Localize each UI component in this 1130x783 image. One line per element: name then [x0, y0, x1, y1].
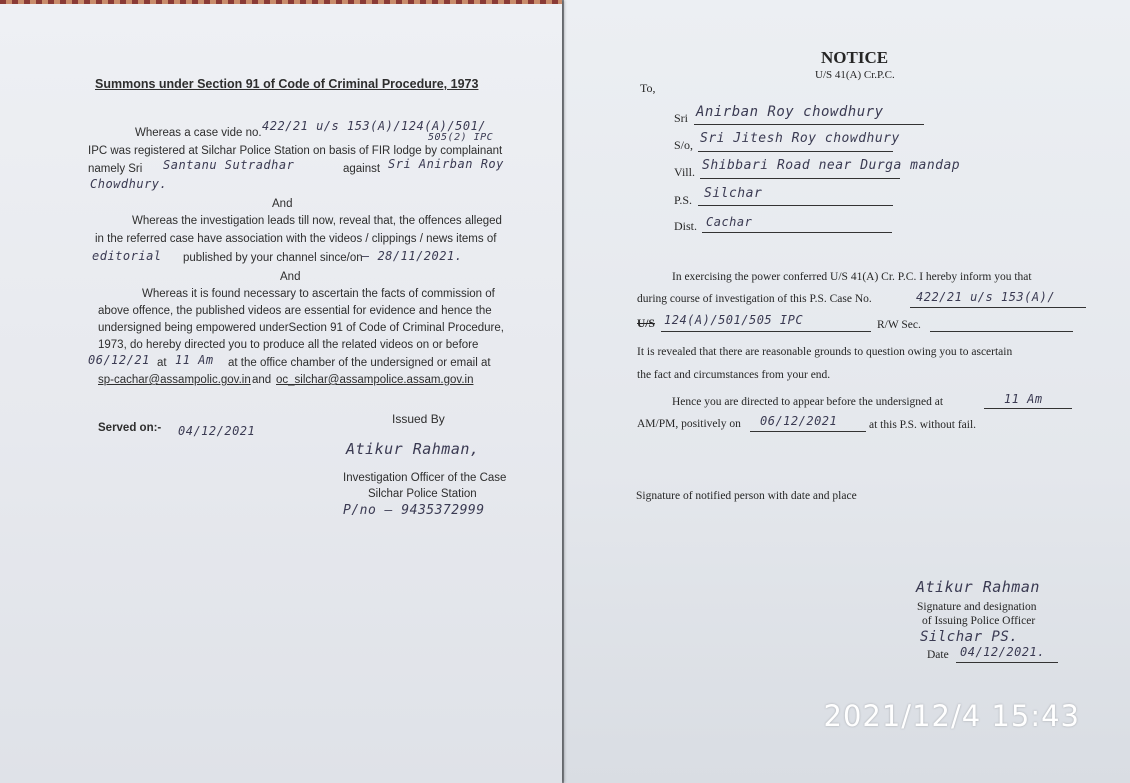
summons-and: And [280, 271, 301, 283]
vill-label: Vill. [674, 165, 695, 179]
officer-signature-handwritten: Atikur Rahman [916, 578, 1040, 596]
case-number-handwritten: 505(2) IPC [428, 132, 494, 143]
signature-notified-label: Signature of notified person with date and place [636, 490, 857, 502]
date-label: Date [927, 649, 949, 661]
summons-text: published by your channel since/on [183, 252, 363, 264]
date-handwritten: 04/12/2021. [960, 645, 1045, 659]
notice-title: NOTICE [821, 48, 889, 67]
before-date-handwritten: 06/12/21 [88, 353, 150, 367]
summons-text: Whereas the investigation leads till now, reveal that, the offences alleged [132, 215, 502, 227]
served-date-handwritten: 04/12/2021 [178, 424, 256, 438]
us-label: U/S [637, 318, 655, 330]
so-label: S/o, [674, 138, 694, 152]
police-station-label: Silchar Police Station [368, 488, 477, 500]
notice-subtitle: U/S 41(A) Cr.P.C. [815, 69, 895, 81]
summons-text: IPC was registered at Silchar Police Station on basis of FIR lodge by complainant [88, 145, 503, 157]
notice-to: To, [640, 81, 656, 95]
police-station-handwritten: Silchar PS. [920, 629, 1019, 645]
summons-text: against [343, 163, 381, 175]
issued-by-label: Issued By [392, 412, 445, 426]
signature-handwritten: Atikur Rahman, [346, 440, 480, 458]
notice-body-text: It is revealed that there are reasonable grounds to question owing you to ascertain [637, 346, 1013, 358]
notice-body-text: the fact and circumstances from your end. [637, 369, 831, 381]
phone-number-handwritten: P/no — 9435372999 [343, 503, 485, 518]
notice-body-text: Hence you are directed to appear before the undersigned at [672, 396, 944, 408]
case-sections-handwritten: 124(A)/501/505 IPC [664, 313, 804, 327]
photo-timestamp: 2021/12/4 15:43 [823, 699, 1080, 733]
ps-handwritten: Silchar [704, 186, 763, 201]
summons-text: Whereas a case vide no. [135, 127, 262, 139]
time-handwritten: 11 Am [1004, 392, 1043, 406]
summons-text: 1973, do hereby directed you to produce all the related videos on or before [98, 339, 479, 351]
summons-text: and [252, 374, 272, 386]
page-edge-strip [0, 0, 562, 4]
summons-text: above offence, the published videos are essential for evidence and hence the [98, 305, 492, 317]
ps-label: P.S. [674, 193, 693, 207]
dist-label: Dist. [674, 219, 698, 233]
accused-name-handwritten: Chowdhury. [90, 177, 168, 191]
time-handwritten: 11 Am [175, 353, 214, 367]
summons-text: at the office chamber of the undersigned or email at [228, 357, 491, 369]
notice-page [564, 0, 1130, 783]
case-number-handwritten: 422/21 u/s 153(A)/ [916, 290, 1056, 304]
summons-text: Whereas it is found necessary to ascertain the facts of commission of [142, 288, 495, 300]
accused-name-handwritten: Sri Anirban Roy [388, 157, 504, 171]
email-link-oc-silchar[interactable]: oc_silchar@assampolice.assam.gov.in [276, 374, 474, 386]
sri-name-handwritten: Anirban Roy chowdhury [696, 104, 884, 120]
item-handwritten: editorial [92, 249, 162, 263]
summons-text: undersigned being empowered underSection 91 of Code of Criminal Procedure, [98, 322, 504, 334]
so-name-handwritten: Sri Jitesh Roy chowdhury [700, 131, 900, 146]
appear-date-handwritten: 06/12/2021 [760, 414, 838, 428]
notice-body-text: during course of investigation of this P.S. Case No. [637, 293, 872, 305]
complainant-name-handwritten: Santanu Sutradhar [163, 158, 295, 172]
notice-body-text: In exercising the power conferred U/S 41(A) Cr. P.C. I hereby inform you that [672, 271, 1032, 283]
vill-handwritten: Shibbari Road near Durga mandap [702, 158, 961, 173]
summons-and: And [272, 198, 293, 210]
served-on-label: Served on:- [98, 422, 162, 434]
summons-text: at [157, 357, 167, 369]
summons-text: namely Sri [88, 163, 143, 175]
rw-label: R/W Sec. [877, 319, 921, 331]
dist-handwritten: Cachar [706, 215, 753, 229]
signature-designation-label: Signature and designation [917, 601, 1037, 613]
notice-body-text: at this P.S. without fail. [869, 419, 977, 431]
signature-designation-label: of Issuing Police Officer [922, 615, 1036, 627]
summons-heading: Summons under Section 91 of Code of Criminal Procedure, 1973 [95, 77, 479, 91]
email-link-sp-cachar[interactable]: sp-cachar@assampolic.gov.in [98, 374, 251, 386]
since-date-handwritten: – 28/11/2021. [362, 249, 463, 263]
investigation-officer-label: Investigation Officer of the Case [343, 472, 507, 484]
summons-page [0, 0, 562, 783]
summons-text: in the referred case have association with the videos / clippings / news items of [95, 233, 497, 245]
sri-label: Sri [674, 111, 689, 125]
notice-body-text: AM/PM, positively on [637, 418, 741, 430]
case-number-handwritten: 422/21 u/s 153(A)/124(A)/501/ [262, 119, 487, 133]
